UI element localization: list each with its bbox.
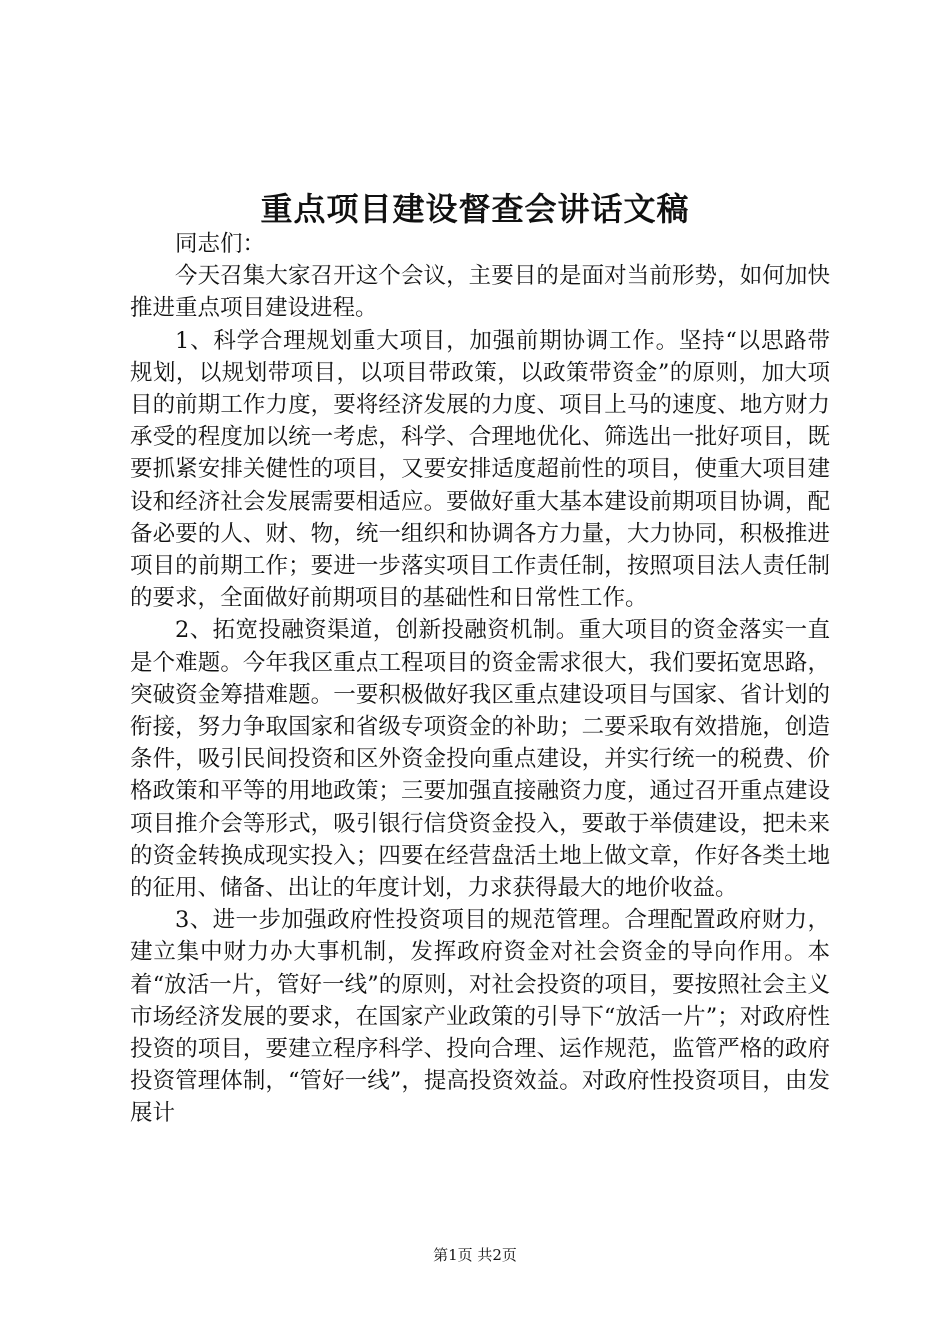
document-title: 重点项目建设督查会讲话文稿 (260, 190, 690, 228)
paragraph-intro: 今天召集大家召开这个会议，主要目的是面对当前形势，如何加快推进重点项目建设进程。 (130, 263, 830, 322)
page-footer: 第1页 共2页 (433, 1246, 517, 1264)
paragraph-3: 3、进一步加强政府性投资项目的规范管理。合理配置政府财力，建立集中财力办大事机制，发挥政府资金对社会资金的导向作用。本着“放活一片，管好一线”的原则，对社会投资的项目，要按照社会主义市场经济发展的要求，在国家产业政策的引导下“放活一片”；对政府性投资的项目，要建立程序科学、投向合理、运作规范，监管严格的政府投资管理体制，“管好一线”，提高投资效益。对政府性投资项目，由发展计 (130, 907, 830, 1127)
paragraph-2: 2、拓宽投融资渠道，创新投融资机制。重大项目的资金落实一直是个难题。今年我区重点工程项目的资金需求很大，我们要拓宽思路，突破资金筹措难题。一要积极做好我区重点建设项目与国家、省计划的衔接，努力争取国家和省级专项资金的补助；二要采取有效措施，创造条件，吸引民间投资和区外资金投向重点建设，并实行统一的税费、价格政策和平等的用地政策；三要加强直接融资力度，通过召开重点建设项目推介会等形式，吸引银行信贷资金投入，要敢于举债建设，把未来的资金转换成现实投入；四要在经营盘活土地上做文章，作好各类土地的征用、储备、出让的年度计划，力求获得最大的地价收益。 (130, 617, 830, 902)
paragraph-1: 1、科学合理规划重大项目，加强前期协调工作。坚持“以思路带规划，以规划带项目，以项目带政策，以政策带资金”的原则，加大项目的前期工作力度，要将经济发展的力度、项目上马的速度、地方财力承受的程度加以统一考虑，科学、合理地优化、筛选出一批好项目，既要抓紧安排关健性的项目，又要安排适度超前性的项目，使重大项目建设和经济社会发展需要相适应。要做好重大基本建设前期项目协调，配备必要的人、财、物，统一组织和协调各方力量，大力协同，积极推进项目的前期工作；要进一步落实项目工作责任制，按照项目法人责任制的要求，全面做好前期项目的基础性和日常性工作。 (130, 327, 830, 612)
salutation: 同志们： (175, 231, 266, 257)
document-body (130, 228, 830, 1130)
